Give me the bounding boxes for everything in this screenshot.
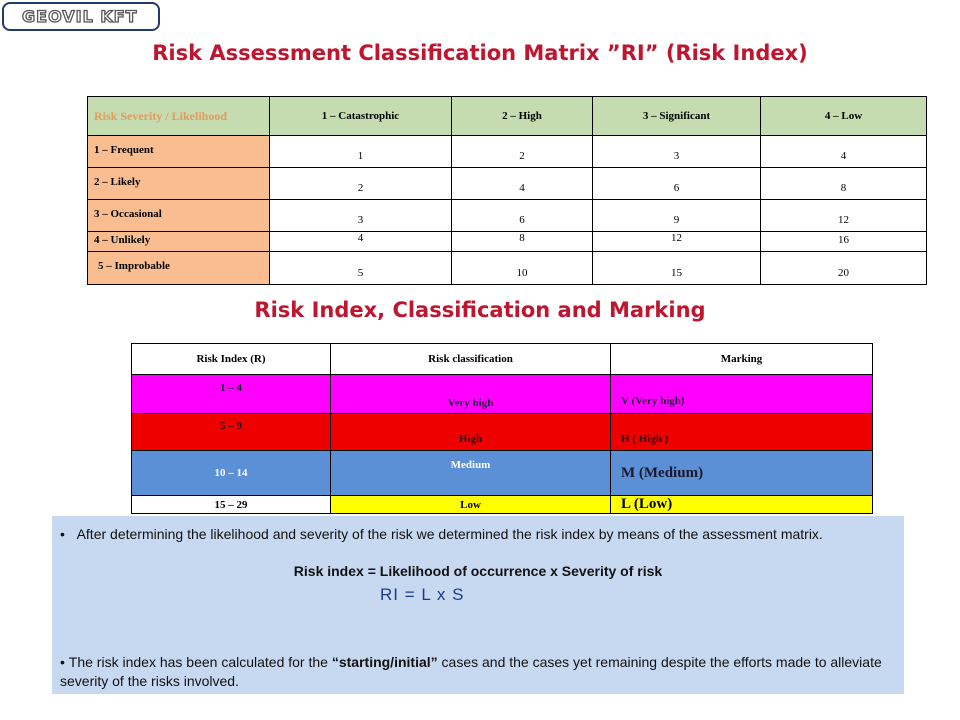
matrix-header-row [88, 97, 927, 136]
classification-row-high [132, 414, 873, 451]
matrix-cell: 4 [761, 136, 927, 168]
matrix-cell: 6 [452, 200, 593, 232]
classification-col-header: Marking [611, 344, 873, 375]
risk-index-range: 1 – 4 [132, 375, 331, 414]
matrix-cell: 4 [270, 232, 452, 252]
matrix-row-header: 2 – Likely [88, 168, 270, 200]
matrix-cell: 10 [452, 252, 593, 285]
matrix-col-header: 1 – Catastrophic [270, 97, 452, 136]
matrix-cell: 8 [761, 168, 927, 200]
matrix-corner-header: Risk Severity / Likelihood [88, 97, 270, 136]
matrix-row [88, 232, 927, 252]
risk-class-label: Very high [331, 375, 611, 414]
classification-col-header: Risk Index (R) [132, 344, 331, 375]
matrix-col-header: 2 – High [452, 97, 593, 136]
matrix-cell: 15 [593, 252, 761, 285]
matrix-row-header: 5 – Improbable [88, 252, 270, 285]
company-logo [2, 2, 160, 31]
matrix-cell: 12 [593, 232, 761, 252]
matrix-cell: 2 [270, 168, 452, 200]
matrix-col-header: 4 – Low [761, 97, 927, 136]
risk-index-range: 5 – 9 [132, 414, 331, 451]
matrix-cell: 3 [270, 200, 452, 232]
formula-short: RI = L x S [380, 585, 465, 604]
risk-index-range: 10 – 14 [132, 451, 331, 496]
bullet-calculation-scope: • The risk index has been calculated for the “starting/initial” cases and the cases yet remaining despite the efforts made to alleviate severity of the risks involved. [60, 654, 882, 689]
matrix-row-header: 4 – Unlikely [88, 232, 270, 252]
bullet-risk-index-method: • After determining the likelihood and severity of the risk we determined the risk index by means of the assessment matrix. [60, 526, 823, 542]
matrix-cell: 3 [593, 136, 761, 168]
matrix-col-header: 3 – Significant [593, 97, 761, 136]
classification-header-row [132, 344, 873, 375]
emphasis-text: “starting/initial” [331, 654, 438, 670]
matrix-row-header: 1 – Frequent [88, 136, 270, 168]
bullet-text: cases and the cases yet remaining despite the efforts made to alleviate severity of the risks involved. [60, 654, 882, 689]
matrix-row [88, 168, 927, 200]
matrix-row [88, 136, 927, 168]
risk-classification-table [131, 343, 873, 514]
classification-row-low [132, 496, 873, 514]
classification-title: Risk Index, Classification and Marking [254, 298, 706, 322]
risk-class-label: Medium [331, 451, 611, 496]
risk-marking: M (Medium) [611, 451, 873, 496]
classification-row-very-high [132, 375, 873, 414]
risk-marking: H ( High ) [611, 414, 873, 451]
risk-matrix-table [87, 96, 927, 285]
risk-marking: L (Low) [611, 496, 873, 514]
matrix-cell: 16 [761, 232, 927, 252]
matrix-cell: 4 [452, 168, 593, 200]
classification-col-header: Risk classification [331, 344, 611, 375]
explanation-box [52, 516, 904, 694]
bullet-text: After determining the likelihood and severity of the risk we determined the risk index by means of the assessment matrix. [76, 526, 823, 542]
matrix-row-header: 3 – Occasional [88, 200, 270, 232]
matrix-cell: 9 [593, 200, 761, 232]
bullet-text: The risk index has been calculated for the [68, 654, 332, 670]
matrix-cell: 8 [452, 232, 593, 252]
logo-text: GEOVIL KFT [22, 7, 138, 26]
risk-class-label: High [331, 414, 611, 451]
matrix-cell: 5 [270, 252, 452, 285]
classification-row-medium [132, 451, 873, 496]
matrix-cell: 1 [270, 136, 452, 168]
matrix-cell: 12 [761, 200, 927, 232]
matrix-cell: 2 [452, 136, 593, 168]
matrix-row [88, 252, 927, 285]
matrix-cell: 20 [761, 252, 927, 285]
matrix-title: Risk Assessment Classification Matrix ”RI” (Risk Index) [152, 41, 808, 65]
formula-text: Risk index = Likelihood of occurrence x Severity of risk [293, 563, 663, 579]
risk-marking: V (Very high) [611, 375, 873, 414]
matrix-row [88, 200, 927, 232]
risk-index-range: 15 – 29 [132, 496, 331, 514]
risk-class-label: Low [331, 496, 611, 514]
matrix-cell: 6 [593, 168, 761, 200]
